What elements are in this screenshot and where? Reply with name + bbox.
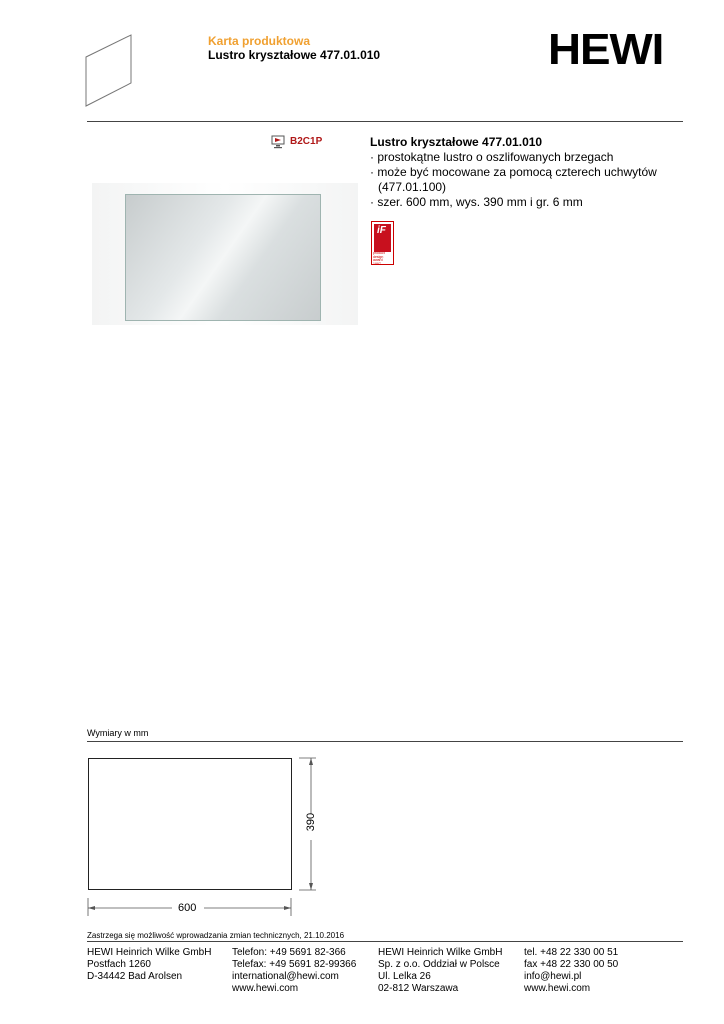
award-caption xyxy=(373,252,393,266)
address-line: HEWI Heinrich Wilke GmbH xyxy=(87,947,212,958)
mirror-image xyxy=(125,194,321,321)
award-logo xyxy=(374,224,391,252)
dimensions-divider xyxy=(87,741,683,742)
height-value: 390 xyxy=(305,812,317,832)
address-line: D-34442 Bad Arolsen xyxy=(87,971,183,982)
award-line: design xyxy=(373,254,384,259)
address-poland xyxy=(378,947,502,995)
header-divider xyxy=(87,121,683,122)
email-link[interactable]: info@hewi.pl xyxy=(524,971,582,982)
product-feature: · prostokątne lustro o oszlifowanych brzegach xyxy=(370,150,614,164)
panel-thumbnail xyxy=(84,33,134,109)
contact-poland xyxy=(524,947,618,995)
address-line: Sp. z o.o. Oddział w Polsce xyxy=(378,959,500,970)
sheet-kicker: Karta produktowa xyxy=(208,34,311,48)
phone-line: tel. +48 22 330 00 51 xyxy=(524,947,619,958)
fax-line: Telefax: +49 5691 82-99366 xyxy=(232,959,357,970)
award-line: product xyxy=(373,251,385,255)
website-link[interactable]: www.hewi.com xyxy=(232,983,299,994)
brand-logo: HEWI xyxy=(548,25,664,74)
award-logo-text: iF xyxy=(377,225,386,236)
contact-germany xyxy=(232,947,356,995)
address-line: 02-812 Warszawa xyxy=(378,983,459,994)
sheet-title: Lustro kryształowe 477.01.010 xyxy=(208,48,381,62)
product-feature: · może być mocowane za pomocą czterech uchwytów (477.01.100) xyxy=(370,165,657,194)
product-name: Lustro kryształowe 477.01.010 xyxy=(370,135,543,149)
footer-divider xyxy=(87,941,683,942)
address-germany xyxy=(87,947,211,983)
product-code-badge: B2C1P xyxy=(290,136,323,147)
address-line: HEWI Heinrich Wilke GmbH xyxy=(378,947,503,958)
design-award-badge xyxy=(371,221,394,265)
email-link[interactable]: international@hewi.com xyxy=(232,971,339,982)
address-line: Postfach 1260 xyxy=(87,959,151,970)
award-year: 1997 xyxy=(373,261,381,266)
technical-disclaimer: Zastrzega się możliwość wprowadzania zmian technicznych, 21.10.2016 xyxy=(87,931,345,940)
dimensions-label: Wymiary w mm xyxy=(87,728,149,738)
phone-line: Telefon: +49 5691 82-366 xyxy=(232,947,346,958)
award-line: award xyxy=(373,258,383,263)
width-value: 600 xyxy=(178,902,197,914)
address-line: Ul. Lelka 26 xyxy=(378,971,431,982)
monitor-icon xyxy=(271,135,287,149)
product-feature: · szer. 600 mm, wys. 390 mm i gr. 6 mm xyxy=(370,195,583,209)
website-link[interactable]: www.hewi.com xyxy=(524,983,591,994)
product-description xyxy=(370,135,690,210)
fax-line: fax +48 22 330 00 50 xyxy=(524,959,619,970)
dimension-drawing xyxy=(88,758,292,890)
